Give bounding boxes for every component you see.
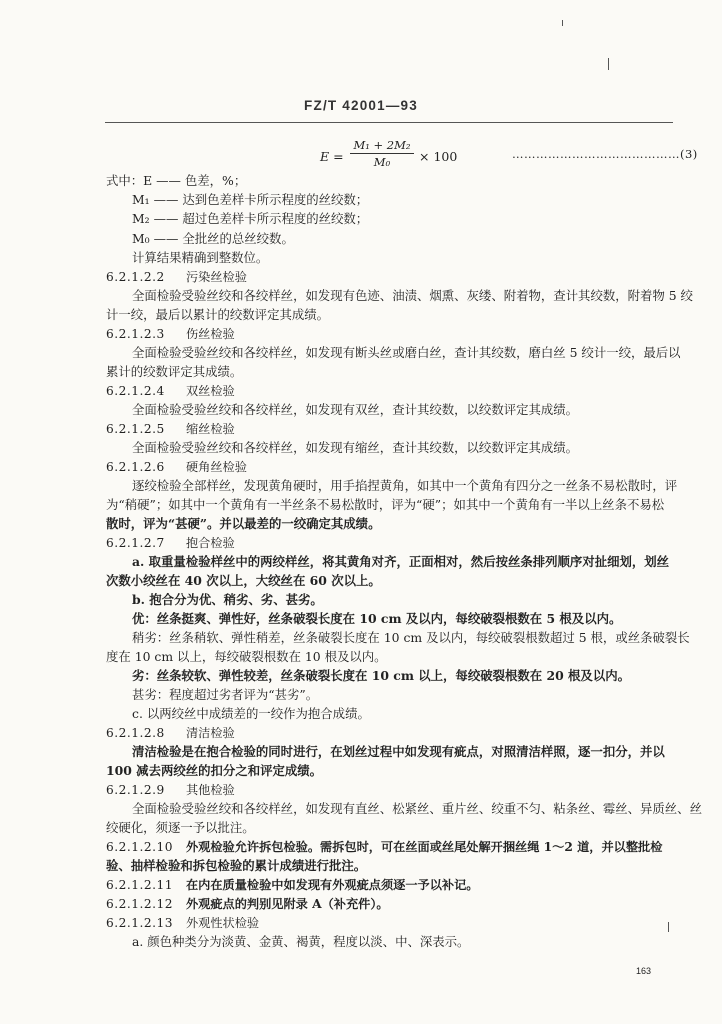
- section-number: 6.2.1.2.2: [106, 270, 165, 284]
- section-heading: [106, 383, 235, 399]
- paragraph-line: a. 颜色种类分为淡黄、金黄、褐黄，程度以淡、中、深表示。: [132, 934, 470, 949]
- section-heading: [106, 725, 235, 741]
- fraction-bar: [350, 153, 414, 154]
- section-title: 硬角丝检验: [186, 460, 247, 474]
- section-title: 清洁检验: [186, 726, 235, 740]
- section-heading: [106, 782, 235, 798]
- scan-speck: [608, 58, 609, 70]
- section-title: 双丝检验: [186, 384, 235, 398]
- paragraph-line: 优：丝条挺爽、弹性好，丝条破裂长度在 10 cm 及以内，每绞破裂根数在 5 根及以内。: [132, 611, 622, 626]
- section-heading: [106, 839, 662, 855]
- paragraph-line: 计一绞，最后以累计的绞数评定其成绩。: [106, 307, 330, 322]
- section-number: 6.2.1.2.9: [106, 783, 165, 797]
- section-title: 伤丝检验: [186, 327, 235, 341]
- section-number: 6.2.1.2.6: [106, 460, 165, 474]
- paragraph-line: 全面检验受验丝绞和各绞样丝，如发现有直丝、松紧丝、重片丝、绞重不匀、粘条丝、霉丝、异质丝、丝: [132, 801, 702, 816]
- paragraph-line: 为“稍硬”；如其中一个黄角有一半丝条不易松散时，评为“硬”；如其中一个黄角有一半以上丝条不易松: [106, 497, 665, 512]
- formula-lhs: E =: [320, 149, 344, 164]
- paragraph-line: 全面检验受验丝绞和各绞样丝，如发现有双丝，查计其绞数，以绞数评定其成绩。: [132, 402, 579, 417]
- legend-note: 计算结果精确到整数位。: [132, 250, 269, 265]
- section-number: 6.2.1.2.13: [106, 916, 174, 930]
- section-title: 外观疵点的判别见附录 A（补充件）。: [186, 897, 389, 911]
- paragraph-line: 劣：丝条较软、弹性较差，丝条破裂长度在 10 cm 以上，每绞破裂根数在 20 根及以内。: [132, 668, 630, 683]
- paragraph-line: 100 减去两绞丝的扣分之和评定成绩。: [106, 763, 323, 778]
- formula-rhs: × 100: [419, 149, 458, 164]
- section-number: 6.2.1.2.5: [106, 422, 165, 436]
- section-heading: [106, 421, 235, 437]
- section-heading: [106, 877, 479, 893]
- section-number: 6.2.1.2.11: [106, 878, 174, 892]
- section-heading: [106, 915, 259, 931]
- section-title: 污染丝检验: [186, 270, 247, 284]
- paragraph-line: 全面检验受验丝绞和各绞样丝，如发现有断头丝或磨白丝，查计其绞数，磨白丝 5 绞计一绞，最后以: [132, 345, 681, 360]
- section-number: 6.2.1.2.3: [106, 327, 165, 341]
- section-title: 外观检验允许拆包检验。需拆包时，可在丝面或丝尾处解开捆丝绳 1～2 道，并以整批检: [186, 840, 663, 854]
- scan-speck: [562, 20, 563, 26]
- section-heading: [106, 326, 235, 342]
- section-title: 其他检验: [186, 783, 235, 797]
- paragraph-line: 散时，评为“甚硬”。并以最差的一绞确定其成绩。: [106, 516, 381, 531]
- paragraph-line: b. 抱合分为优、稍劣、劣、甚劣。: [132, 592, 323, 607]
- paragraph-line: 稍劣：丝条稍软、弹性稍差，丝条破裂长度在 10 cm 及以内，每绞破裂根数超过 5 根，或丝条破裂长: [132, 630, 690, 645]
- page-number: 163: [636, 966, 652, 976]
- paragraph-line: 全面检验受验丝绞和各绞样丝，如发现有缩丝，查计其绞数，以绞数评定其成绩。: [132, 440, 579, 455]
- section-heading: [106, 535, 235, 551]
- paragraph-line: 验、抽样检验和拆包检验的累计成绩进行批注。: [106, 858, 367, 873]
- legend-m0: M₀ —— 全批丝的总丝绞数。: [132, 231, 294, 246]
- section-title: 抱合检验: [186, 536, 235, 550]
- paragraph-line: 绞硬化，须逐一予以批注。: [106, 820, 255, 835]
- color-difference-formula: [320, 138, 460, 178]
- legend-intro: 式中：E —— 色差，%；: [106, 173, 247, 188]
- paragraph-line: c. 以两绞丝中成绩差的一绞作为抱合成绩。: [132, 706, 370, 721]
- paragraph-line: 逐绞检验全部样丝，发现黄角硬时，用手掐捏黄角，如其中一个黄角有四分之一丝条不易松散时，评: [132, 478, 678, 493]
- section-title: 在内在质量检验中如发现有外观疵点须逐一予以补记。: [186, 878, 479, 892]
- section-heading: [106, 269, 247, 285]
- equation-number: ……………………………………(3): [512, 147, 698, 161]
- scan-speck: [668, 922, 669, 932]
- formula-denominator: M₀: [373, 155, 391, 169]
- section-heading: [106, 459, 247, 475]
- paragraph-line: 清洁检验是在抱合检验的同时进行，在划丝过程中如发现有疵点，对照清洁样照，逐一扣分，并以: [132, 744, 665, 759]
- paragraph-line: 度在 10 cm 以上，每绞破裂根数在 10 根及以内。: [106, 649, 387, 664]
- section-number: 6.2.1.2.7: [106, 536, 165, 550]
- legend-m2: M₂ —— 超过色差样卡所示程度的丝绞数；: [132, 211, 369, 226]
- section-number: 6.2.1.2.8: [106, 726, 165, 740]
- section-number: 6.2.1.2.12: [106, 897, 174, 911]
- paragraph-line: a. 取重量检验样丝中的两绞样丝，将其黄角对齐，正面相对，然后按丝条排列顺序对扯细划，划丝: [132, 554, 670, 569]
- section-title: 外观性状检验: [186, 916, 260, 930]
- section-title: 缩丝检验: [186, 422, 235, 436]
- standard-number-header: FZ/T 42001—93: [304, 98, 418, 113]
- paragraph-line: 次数小绞丝在 40 次以上，大绞丝在 60 次以上。: [106, 573, 381, 588]
- paragraph-line: 甚劣：程度超过劣者评为“甚劣”。: [132, 687, 319, 702]
- section-number: 6.2.1.2.4: [106, 384, 165, 398]
- section-number: 6.2.1.2.10: [106, 840, 174, 854]
- formula-numerator: M₁ + 2M₂: [353, 138, 411, 152]
- paragraph-line: 全面检验受验丝绞和各绞样丝，如发现有色迹、油渍、烟熏、灰缕、附着物，查计其绞数，附着物 5 绞: [132, 288, 693, 303]
- paragraph-line: 累计的绞数评定其成绩。: [106, 364, 243, 379]
- header-rule: [105, 122, 673, 123]
- section-heading: [106, 896, 389, 912]
- formula-fraction: [350, 138, 414, 169]
- legend-m1: M₁ —— 达到色差样卡所示程度的丝绞数；: [132, 192, 369, 207]
